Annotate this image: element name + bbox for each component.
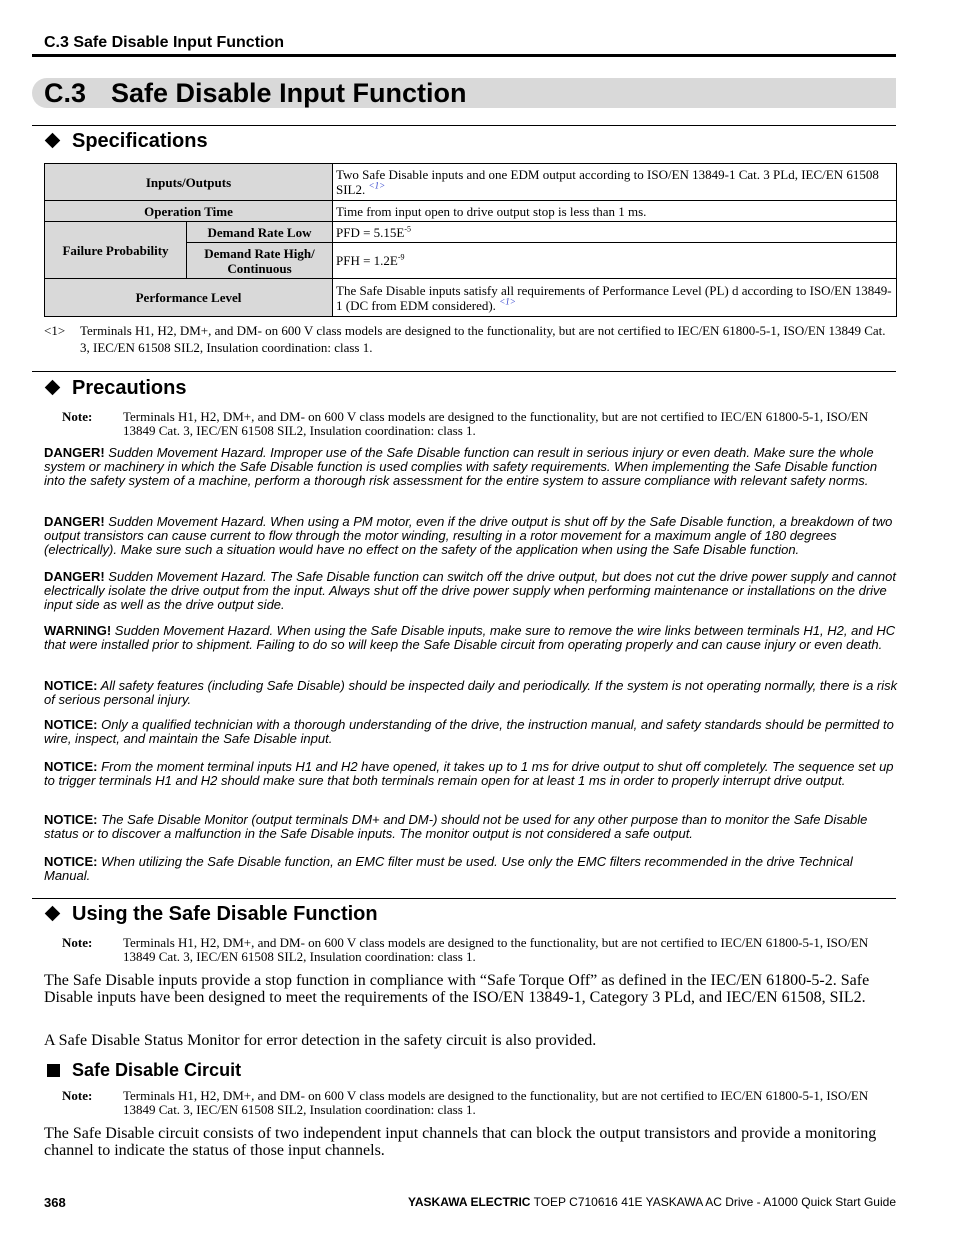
hazard-text: All safety features (including Safe Disable) should be inspected daily and periodically. If the system is not operating normally, there is a risk of serious personal injury. <box>44 678 898 707</box>
footnote-ref-link[interactable]: <1> <box>368 180 386 191</box>
hazard-danger-3 <box>44 570 898 612</box>
note-label: Note: <box>62 1088 93 1103</box>
hazard-label: DANGER! <box>44 514 105 529</box>
spec-table <box>44 163 897 317</box>
footnote-text: Terminals H1, H2, DM+, and DM- on 600 V class models are designed to the functionality, but are not certified to IEC/EN 61800-5-1, ISO/EN 13849 Cat. 3, IEC/EN 61508 SIL2, Insulation coordination: class 1. <box>80 323 886 355</box>
footer-doc-info <box>408 1195 896 1209</box>
paragraph: The Safe Disable inputs provide a stop function in compliance with “Safe Torque Off” as defined in the IEC/EN 61800-5-2. Safe Disable inputs have been designed to meet the requirements of the ISO/EN 13849-1, Category 3 PLd, and IEC/EN 61508, SIL2. <box>44 972 870 1006</box>
note-text: Terminals H1, H2, DM+, and DM- on 600 V class models are designed to the functionality, but are not certified to IEC/EN 61800-5-1, ISO/EN 13849 Cat. 3, IEC/EN 61508 SIL2, Insulation coordination: class 1. <box>123 935 869 964</box>
table-row <box>45 279 897 317</box>
hazard-text: Sudden Movement Hazard. When using the Safe Disable inputs, make sure to remove the wire links between terminals H1, H2, and HC that were installed prior to shipment. Failing to do so will keep the Safe Disable circuit from operating properly and can cause injury or even death. <box>44 623 896 652</box>
section-rule <box>32 898 896 899</box>
section-heading-label: Precautions <box>72 377 187 399</box>
hazard-text: From the moment terminal inputs H1 and H2 have opened, it takes up to 1 ms for drive output to shut off completely. The sequence set up to trigger terminals H1 and H2 should make sure that both terminals remain open for at least 1 ms in order to properly interrupt drive output. <box>44 759 894 788</box>
diamond-bullet-icon <box>45 905 61 921</box>
exponent: -5 <box>404 224 412 234</box>
note-precautions <box>62 410 896 438</box>
hazard-danger-1 <box>44 446 898 488</box>
subsection-heading-label: Safe Disable Circuit <box>72 1060 242 1080</box>
note-circuit <box>62 1089 896 1117</box>
section-rule <box>32 371 896 372</box>
hazard-label: DANGER! <box>44 569 105 584</box>
hazard-label: NOTICE: <box>44 812 98 827</box>
hazard-label: DANGER! <box>44 445 105 460</box>
title-number: C.3 <box>44 78 87 108</box>
hazard-text: The Safe Disable Monitor (output terminals DM+ and DM-) should not be used for any other purpose than to monitor the Safe Disable status or to discover a malfunction in the Safe Disable inputs. The monitor output is not considered a safe output. <box>44 812 868 841</box>
hazard-label: NOTICE: <box>44 759 98 774</box>
note-label: Note: <box>62 409 93 424</box>
cell-text: Two Safe Disable inputs and one EDM output according to ISO/EN 13849-1 Cat. 3 PLd, IEC/EN 61508 SIL2. <box>336 167 879 197</box>
title-text: Safe Disable Input Function <box>111 78 467 108</box>
table-row <box>45 201 897 222</box>
hazard-notice-2 <box>44 718 898 746</box>
table-header-cell: Demand Rate Low <box>187 222 333 243</box>
hazard-notice-1 <box>44 679 898 707</box>
hazard-label: NOTICE: <box>44 854 98 869</box>
hazard-warning <box>44 624 898 652</box>
section-rule <box>32 125 896 126</box>
hazard-label: NOTICE: <box>44 678 98 693</box>
hazard-label: NOTICE: <box>44 717 98 732</box>
diamond-bullet-icon <box>45 379 61 395</box>
table-header-cell: Operation Time <box>45 201 333 222</box>
running-header: C.3 Safe Disable Input Function <box>44 34 285 51</box>
page-title <box>44 78 467 108</box>
table-header-cell: Failure Probability <box>45 222 187 279</box>
page-number: 368 <box>44 1195 66 1210</box>
paragraph: The Safe Disable circuit consists of two independent input channels that can block the output transistors and provide a monitoring channel to indicate the status of those input channels. <box>44 1125 877 1159</box>
table-header-cell: Demand Rate High/ Continuous <box>187 243 333 279</box>
hazard-text: Only a qualified technician with a thorough understanding of the drive, the instruction manual, and safety standards should be permitted to wire, inspect, and maintain the Safe Disable input. <box>44 717 894 746</box>
hazard-text: When utilizing the Safe Disable function, an EMC filter must be used. Use only the EMC filters recommended in the drive Technical Manual. <box>44 854 853 883</box>
hazard-notice-3 <box>44 760 898 788</box>
paragraph: A Safe Disable Status Monitor for error detection in the safety circuit is also provided. <box>44 1032 597 1049</box>
note-label: Note: <box>62 935 93 950</box>
subsection-heading-circuit <box>44 1059 241 1081</box>
section-heading-precautions <box>44 376 186 400</box>
header-rule <box>32 54 896 57</box>
footnote-mark: <1> <box>44 323 66 338</box>
hazard-text: Sudden Movement Hazard. When using a PM motor, even if the drive output is shut off by the Safe Disable function, a breakdown of two output transistors can cause current to flow through the motor winding, resulting in a rotor movement for a maximum angle of 180 degrees (electrically). Make sure such a situation would have no effect on the safety of the application when using the Safe Disable function. <box>44 514 893 557</box>
exponent: -9 <box>397 252 405 262</box>
cell-text: PFD = 5.15E <box>336 224 405 240</box>
section-heading-label: Specifications <box>72 130 208 152</box>
table-header-cell: Performance Level <box>45 279 333 317</box>
section-heading-label: Using the Safe Disable Function <box>72 903 378 925</box>
note-using <box>62 936 896 964</box>
square-bullet-icon <box>47 1064 60 1077</box>
table-cell <box>333 222 897 243</box>
cell-text: The Safe Disable inputs satisfy all requirements of Performance Level (PL) d according to ISO/EN 13849-1 (DC from EDM considered). <box>336 282 892 313</box>
cell-text: PFH = 1.2E <box>336 253 398 268</box>
hazard-label: WARNING! <box>44 623 112 638</box>
table-cell: Time from input open to drive output stop is less than 1 ms. <box>333 201 897 222</box>
footnote-ref-link[interactable]: <1> <box>499 296 516 307</box>
hazard-danger-2 <box>44 515 898 557</box>
section-heading-specifications <box>44 129 208 153</box>
table-cell <box>333 164 897 201</box>
hazard-notice-5 <box>44 855 898 883</box>
table-cell <box>333 279 897 317</box>
footer-brand: YASKAWA ELECTRIC <box>407 1195 531 1209</box>
table-row <box>45 164 897 201</box>
table-row <box>45 222 897 243</box>
table-header-cell: Inputs/Outputs <box>45 164 333 201</box>
note-text: Terminals H1, H2, DM+, and DM- on 600 V class models are designed to the functionality, but are not certified to IEC/EN 61800-5-1, ISO/EN 13849 Cat. 3, IEC/EN 61508 SIL2, Insulation coordination: class 1. <box>123 409 869 438</box>
hazard-text: Sudden Movement Hazard. The Safe Disable function can switch off the drive output, but does not cut the drive power supply and cannot electrically isolate the drive output from the input. Always shut off the drive power supply when performing maintenance or installations on the drive input side as well as the drive output side. <box>44 569 896 612</box>
hazard-text: Sudden Movement Hazard. Improper use of the Safe Disable function can result in serious injury or even death. Make sure the whole system or machinery in which the Safe Disable function is used complies with safety requirements. When implementing the Safe Disable function into the safety system of a machine, perform a thorough risk assessment for the entire system to assure compliance with relevant safety norms. <box>44 445 878 488</box>
note-text: Terminals H1, H2, DM+, and DM- on 600 V class models are designed to the functionality, but are not certified to IEC/EN 61800-5-1, ISO/EN 13849 Cat. 3, IEC/EN 61508 SIL2, Insulation coordination: class 1. <box>123 1088 869 1117</box>
footer-doc: TOEP C710616 41E YASKAWA AC Drive - A1000 Quick Start Guide <box>533 1195 896 1209</box>
table-cell <box>333 243 897 279</box>
diamond-bullet-icon <box>45 132 61 148</box>
hazard-notice-4 <box>44 813 898 841</box>
footnote <box>44 322 894 356</box>
section-heading-using <box>44 902 378 926</box>
